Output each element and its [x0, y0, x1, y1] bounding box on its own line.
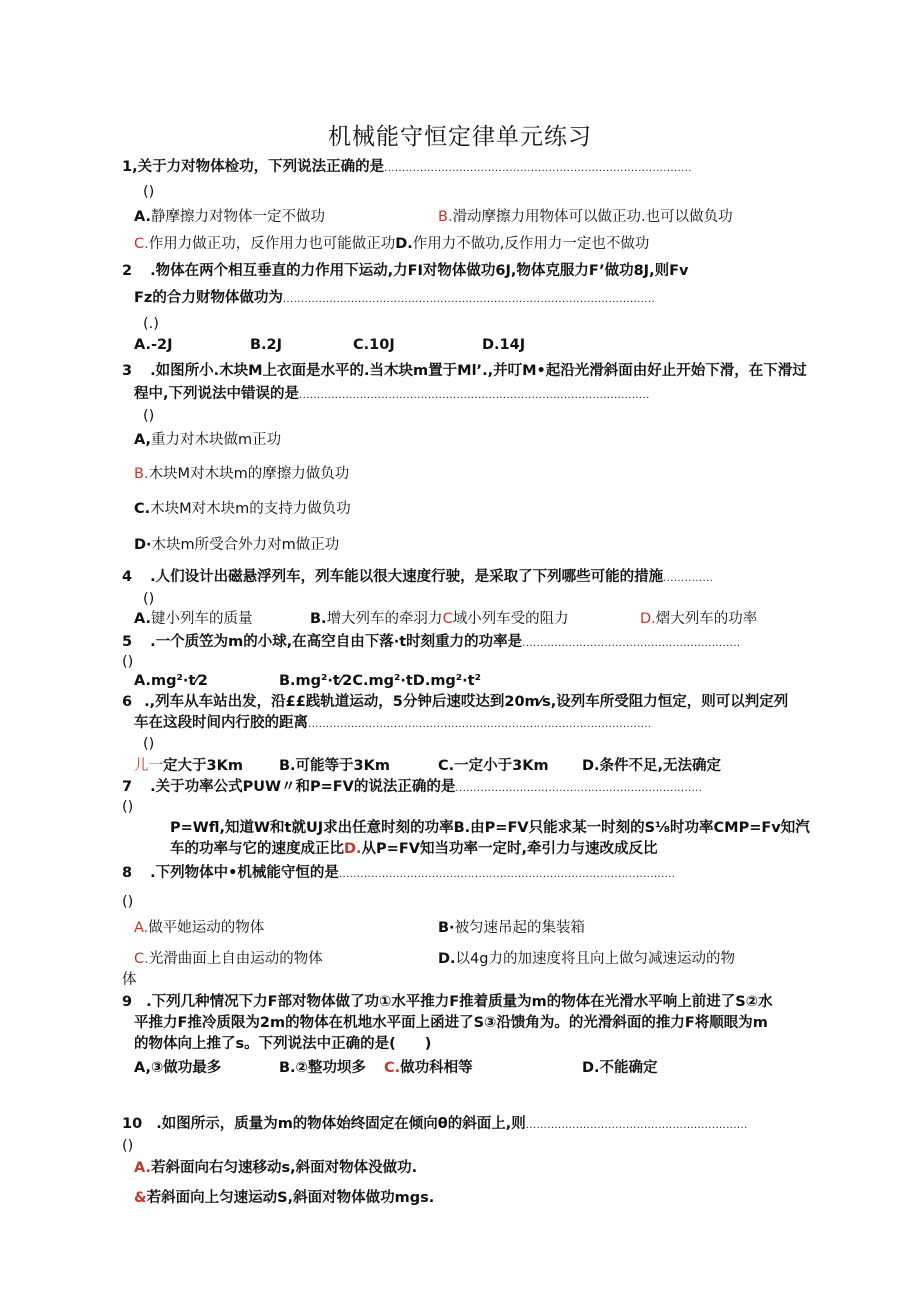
option-b: B.木块M对木块m的摩擦力做负功	[134, 466, 350, 482]
question-stem: ,关于力对物体检功，下列说法正确的是	[132, 159, 385, 175]
option-d: D.条件不足,无法确定	[582, 758, 722, 774]
question-3: 3 .如图所小.木块M上衣面是水平的.当木块m置于Ml’.,并叮M•起沿光滑斜面由好止开始下滑，在下滑过	[122, 363, 807, 379]
answer-bracket: (.)	[143, 316, 159, 332]
option-a: A.键小列车的质量	[134, 611, 253, 627]
answer-bracket: ()	[122, 1138, 134, 1154]
answer-bracket: ()	[122, 654, 134, 670]
question-8: 8 .下列物体中•机械能守恒的是..............................................................................................	[122, 865, 676, 881]
option-c: C.做功科相等	[384, 1060, 473, 1076]
question-6-line2: 车在这段时间内行胶的距离................................................................................................	[134, 715, 652, 731]
question-2: 2 .物体在两个相互垂直的力作用下运动,力FI对物体做功6J,物体克服力F’做功8J,则Fv	[122, 263, 689, 279]
question-number: 2	[122, 263, 133, 279]
options-line-1: P=Wfl,知道W和t就UJ求出任意时刻的功率B.由P=FV只能求某一时刻的S⅛时功率CMP=Fv知汽	[170, 820, 810, 836]
answer-bracket: ()	[143, 591, 155, 607]
option-c: C.光滑曲面上自由运动的物体	[134, 951, 323, 967]
question-4: 4 .人们设计出磁悬浮列车，列车能以很大速度行驶，是采取了下列哪些可能的措施..............	[122, 569, 714, 585]
answer-bracket: ()	[122, 894, 134, 910]
option-a: A,重力对木块做m正功	[134, 432, 282, 448]
question-5: 5 .一个质笠为m的小球,在高空自由下落·t时刻重力的功率是.............................................................	[122, 634, 741, 650]
page-title: 机械能守恒定律单元练习	[328, 124, 592, 150]
option-b: B.2J	[250, 337, 283, 353]
option-b: B.滑动摩擦力用物体可以做正功.也可以做负功	[438, 209, 733, 225]
answer-bracket: ()	[143, 184, 155, 200]
option-d: D.熠大列车的功率	[640, 611, 758, 627]
option-d: D·木块m所受合外力对m做正功	[134, 537, 340, 553]
option-a: A.mg²·t⁄2	[134, 673, 208, 689]
option-b-c-d: B.mg²·t⁄2C.mg²·tD.mg²·t²	[279, 673, 481, 689]
option-b: B·被匀速吊起的集装箱	[438, 920, 586, 936]
question-3-line2: 程中,下列说法中错误的是..................................................................................................	[134, 386, 650, 402]
option-d: D.14J	[482, 337, 526, 353]
question-9: 9 .下列几种情况下力F部对物体做了功①水平推力F推着质量为m的物体在光滑水平响上前进了S②水	[122, 994, 773, 1010]
option-a: A,③做功最多	[134, 1060, 222, 1076]
option-a: A.-2J	[134, 337, 173, 353]
option-c: C.10J	[353, 337, 395, 353]
answer-bracket: ()	[143, 736, 155, 752]
option-a: A.静摩擦力对物体一定不做功	[134, 209, 325, 225]
option-d: D.不能确定	[582, 1060, 658, 1076]
option-b: &若斜面向上匀速运动S,斜面对物体做功mgs.	[134, 1190, 435, 1206]
options-line-2: 车的功率与它的速度成正比D.从P=FV知当功率一定时,牵引力与速改成反比	[170, 841, 658, 857]
leader-dots: ......................................................................................	[384, 163, 692, 174]
question-number: 1	[122, 159, 133, 175]
question-9-line2: 平推力F推冷质限为2m的物体在机地水平面上函进了S③沿馈角为。的光滑斜面的推力F将顺眼为m	[134, 1015, 768, 1031]
option-c: C.木块M对木块m的支持力做负功	[134, 501, 351, 517]
option-d: D.以4g力的加速度将且向上做匀减速运动的物	[438, 951, 735, 967]
question-6: 6 .,列车从车站出发，沿££践轨道运动，5分钟后速哎达到20m⁄s,设列车所受阻力恒定，则可以判定列	[122, 694, 789, 710]
option-b-c: B.增大列车的牵羽力C域小列车受的阻力	[310, 611, 569, 627]
option-a: A.若斜面向右匀速移动s,斜面对物体没做功.	[134, 1160, 418, 1176]
question-1	[122, 158, 692, 178]
question-7: 7 .关于功率公式PUW〃和P=FV的说法正确的是.....................................................................	[122, 779, 703, 795]
option-d-wrap: 体	[122, 972, 137, 988]
answer-bracket: ()	[122, 799, 134, 815]
option-b: B.可能等于3Km	[279, 758, 390, 774]
answer-bracket: ()	[143, 408, 155, 424]
question-9-line3: 的物体向上推了s。下列说法中正确的是( )	[134, 1036, 432, 1052]
question-10: 10 .如图所示，质量为m的物体始终固定在倾向θ的斜面上,则..............................................................	[122, 1116, 748, 1132]
option-b: B.②整功坝多	[279, 1060, 366, 1076]
option-c: C.一定小于3Km	[438, 758, 549, 774]
option-c-d: C.作用力做正功，反作用力也可能做正功D.作用力不做功,反作用力一定也不做功	[134, 236, 650, 252]
option-a: 儿一定大于3Km	[134, 758, 243, 774]
question-2-line2: Fz的合力财物体做功为........................................................................................................	[134, 290, 656, 306]
option-a: A.做平她运动的物体	[134, 920, 265, 936]
